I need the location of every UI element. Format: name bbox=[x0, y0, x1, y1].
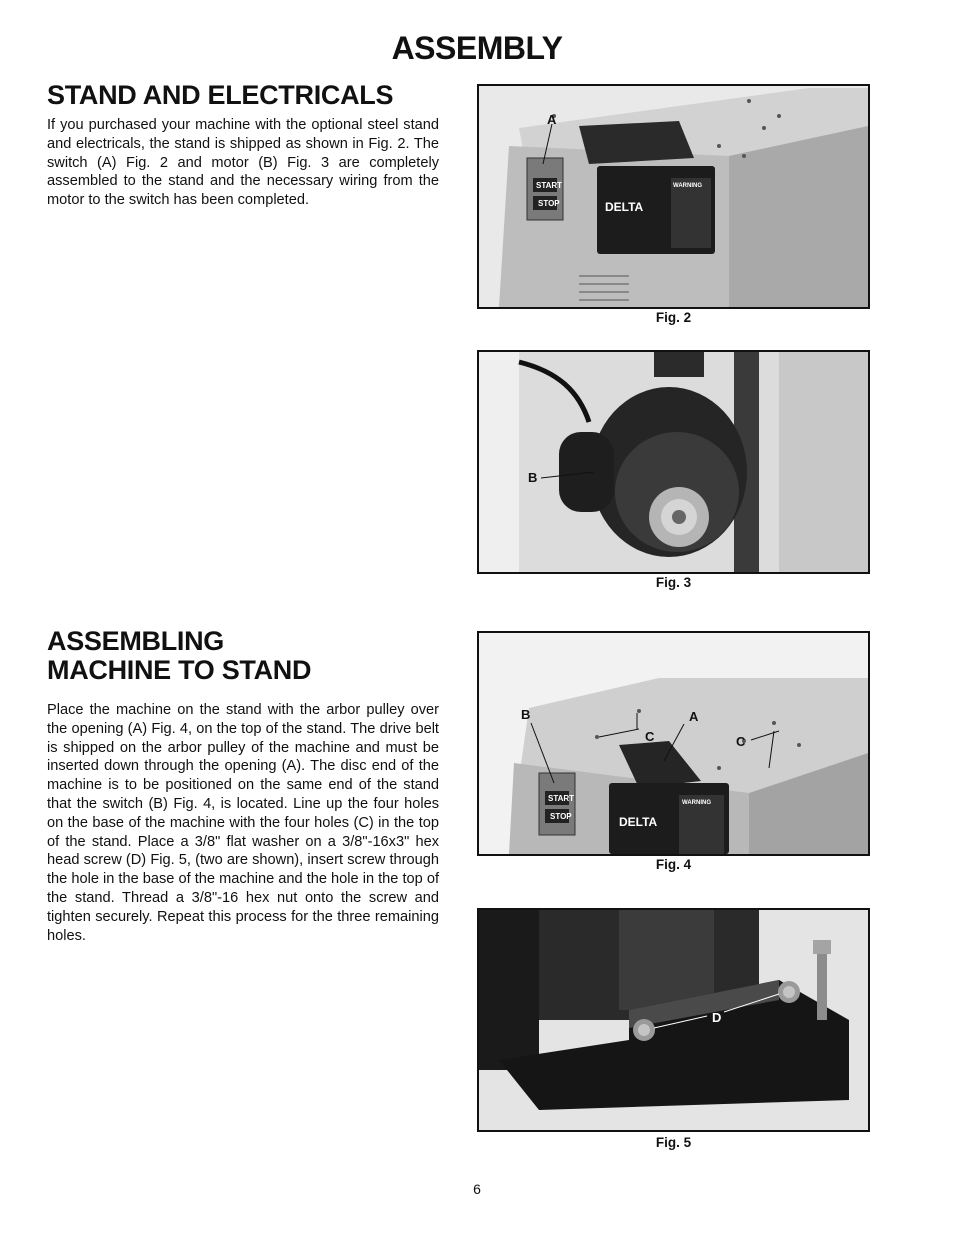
section-body-assembling-machine: Place the machine on the stand with the arbor pulley over the opening (A) Fig. 4, on the top of the stand. The drive belt is shipped on the arbor pulley of the machine and must be inserted down through the opening (A). The disc end of the machine is to be positioned on the same end of the stand that the switch (B) Fig. 4, is located. Line up the four holes on the base of the machine with the four holes (C) in the top of the stand. Place a 3/8" flat washer on a 3/8"-16x3" hex head screw (D) Fig. 5, (two are shown), insert screw through the hole in the base of the machine and the hole in the top of the stand. Thread a 3/8"-16 hex nut onto the screw and tighten securely. Repeat this process for the three remaining holes. bbox=[47, 702, 439, 944]
fig2-callout-a: A bbox=[547, 112, 557, 127]
figure-2-caption: Fig. 2 bbox=[655, 310, 692, 325]
section-title-stand-and-electricals: STAND AND ELECTRICALS bbox=[47, 80, 394, 110]
fig4-callout-b: B bbox=[521, 707, 531, 722]
fig4-callout-c-1: C bbox=[645, 729, 655, 744]
figure-3-photo bbox=[477, 350, 870, 574]
fig4-brand-label: DELTA bbox=[619, 815, 658, 829]
figure-4-photo bbox=[477, 631, 870, 856]
fig4-warning-label: WARNING bbox=[682, 800, 711, 806]
section-body-stand-and-electricals: If you purchased your machine with the optional steel stand and electricals, the stand is shipped as shown in Fig. 2. The switch (A) Fig. 2 and motor (B) Fig. 3 are completely assembled to the stand and the necessary wiring from the motor to the switch has been completed. bbox=[47, 117, 439, 209]
figure-5-caption: Fig. 5 bbox=[655, 1135, 692, 1150]
figure-5-photo bbox=[477, 908, 870, 1132]
fig4-callout-a: A bbox=[689, 709, 699, 724]
page-number: 6 bbox=[473, 1181, 481, 1197]
section-title-line-1: ASSEMBLING bbox=[47, 626, 225, 656]
figure-3-caption: Fig. 3 bbox=[655, 575, 692, 590]
fig2-brand-label: DELTA bbox=[605, 200, 644, 214]
fig2-warning-label: WARNING bbox=[673, 183, 702, 189]
section-title-assembling-machine bbox=[47, 627, 311, 685]
fig4-callout-c-2: C bbox=[736, 734, 746, 749]
figure-4-caption: Fig. 4 bbox=[655, 857, 692, 872]
fig2-stop-label: STOP bbox=[538, 199, 560, 208]
fig5-callout-d: D bbox=[712, 1010, 722, 1025]
page-title: ASSEMBLY bbox=[391, 30, 563, 66]
fig4-stop-label: STOP bbox=[550, 812, 572, 821]
fig2-start-label: START bbox=[536, 181, 563, 190]
fig4-start-label: START bbox=[548, 794, 575, 803]
section-title-line-2: MACHINE TO STAND bbox=[47, 655, 312, 685]
fig3-callout-b: B bbox=[528, 470, 538, 485]
figure-2-photo bbox=[477, 84, 870, 309]
